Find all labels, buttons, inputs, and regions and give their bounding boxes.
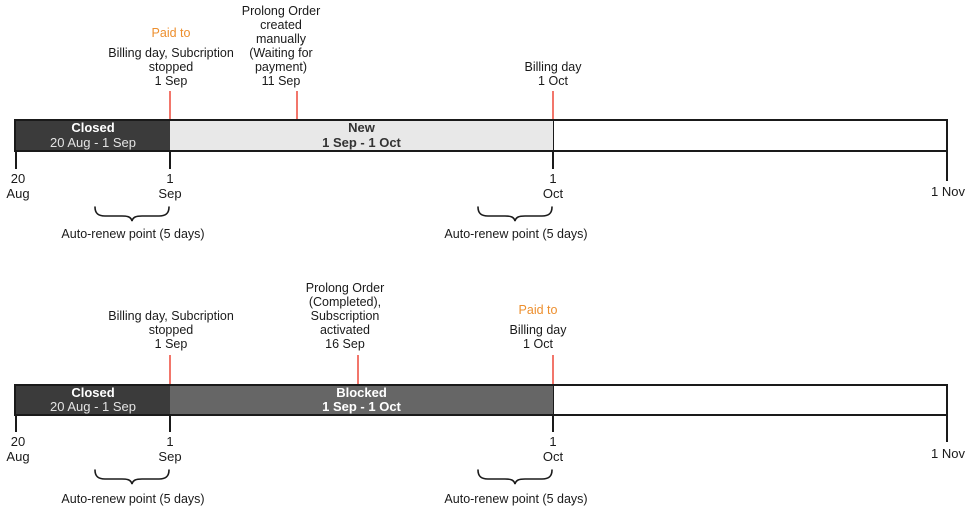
annotation-line: 11 Sep <box>261 74 301 88</box>
annotation-line: manually <box>255 32 307 46</box>
tick-mark <box>15 152 17 169</box>
paid-to-label: Paid to <box>518 303 558 317</box>
tick-label: 20 Aug <box>6 171 30 201</box>
tick-label: 20 Aug <box>6 434 30 464</box>
annotation-line: 1 Sep <box>154 337 188 351</box>
tick-mark <box>169 415 171 432</box>
annotation-line: Prolong Order <box>241 4 321 18</box>
annotation-line: (Waiting for <box>249 46 313 60</box>
segment-dates: 20 Aug - 1 Sep <box>49 399 136 414</box>
annotation-line: stopped <box>148 60 194 74</box>
brace-label: Auto-renew point (5 days) <box>61 492 205 506</box>
segment-dates: 1 Sep - 1 Oct <box>322 134 401 150</box>
brace-label: Auto-renew point (5 days) <box>61 227 205 241</box>
tick-mark <box>552 152 554 169</box>
paid-to-label: Paid to <box>151 26 191 40</box>
brace-icon <box>94 469 170 485</box>
annotation-line: stopped <box>148 323 194 337</box>
event-annotation <box>242 4 321 88</box>
brace-icon <box>477 206 553 222</box>
annotation-line: 1 Oct <box>523 337 553 351</box>
brace-icon <box>477 469 553 485</box>
tick-mark <box>15 415 17 432</box>
segment-dates: 1 Sep - 1 Oct <box>322 399 401 414</box>
event-annotation <box>510 303 567 351</box>
annotation-line: created <box>260 18 302 32</box>
tick-label: 1 Sep <box>158 434 182 464</box>
segment-title: New <box>348 120 375 135</box>
segment-title: Closed <box>71 120 115 135</box>
brace-label: Auto-renew point (5 days) <box>444 227 588 241</box>
annotation-line: Billing day <box>524 60 582 74</box>
tick-label: 1 Oct <box>542 434 564 464</box>
segment-new <box>170 121 554 150</box>
annotation-line: payment) <box>254 60 308 74</box>
annotation-line: Billing day <box>509 323 567 337</box>
segment-closed <box>16 386 171 414</box>
segment-title: Closed <box>71 384 115 400</box>
annotation-line: activated <box>319 323 371 337</box>
segment-dates: 20 Aug - 1 Sep <box>49 134 136 150</box>
annotation-line: Subscription <box>310 309 380 323</box>
tick-mark <box>169 152 171 169</box>
segment-closed <box>16 121 171 150</box>
timeline-bar <box>14 384 948 416</box>
tick-label: 1 Sep <box>158 171 182 201</box>
segment-title: Blocked <box>336 384 387 400</box>
annotation-line: 1 Oct <box>538 74 568 88</box>
annotation-line: 16 Sep <box>325 337 365 351</box>
event-annotation <box>108 26 234 88</box>
annotation-line: Billing day, Subcription <box>108 46 234 60</box>
tick-mark <box>946 152 948 181</box>
event-annotation <box>525 60 582 88</box>
tick-label: 1 Oct <box>542 171 564 201</box>
tick-mark <box>552 415 554 432</box>
annotation-line: Prolong Order <box>305 281 385 295</box>
tick-label: 1 Nov <box>931 184 965 199</box>
tick-label: 1 Nov <box>931 446 965 461</box>
annotation-line: (Completed), <box>308 295 382 309</box>
segment-blocked <box>170 386 554 414</box>
brace-label: Auto-renew point (5 days) <box>444 492 588 506</box>
event-annotation <box>108 309 234 351</box>
event-annotation <box>306 281 385 351</box>
annotation-line: 1 Sep <box>154 74 188 88</box>
annotation-line: Billing day, Subcription <box>108 309 234 323</box>
tick-mark <box>946 415 948 442</box>
brace-icon <box>94 206 170 222</box>
timeline-bar <box>14 119 948 152</box>
